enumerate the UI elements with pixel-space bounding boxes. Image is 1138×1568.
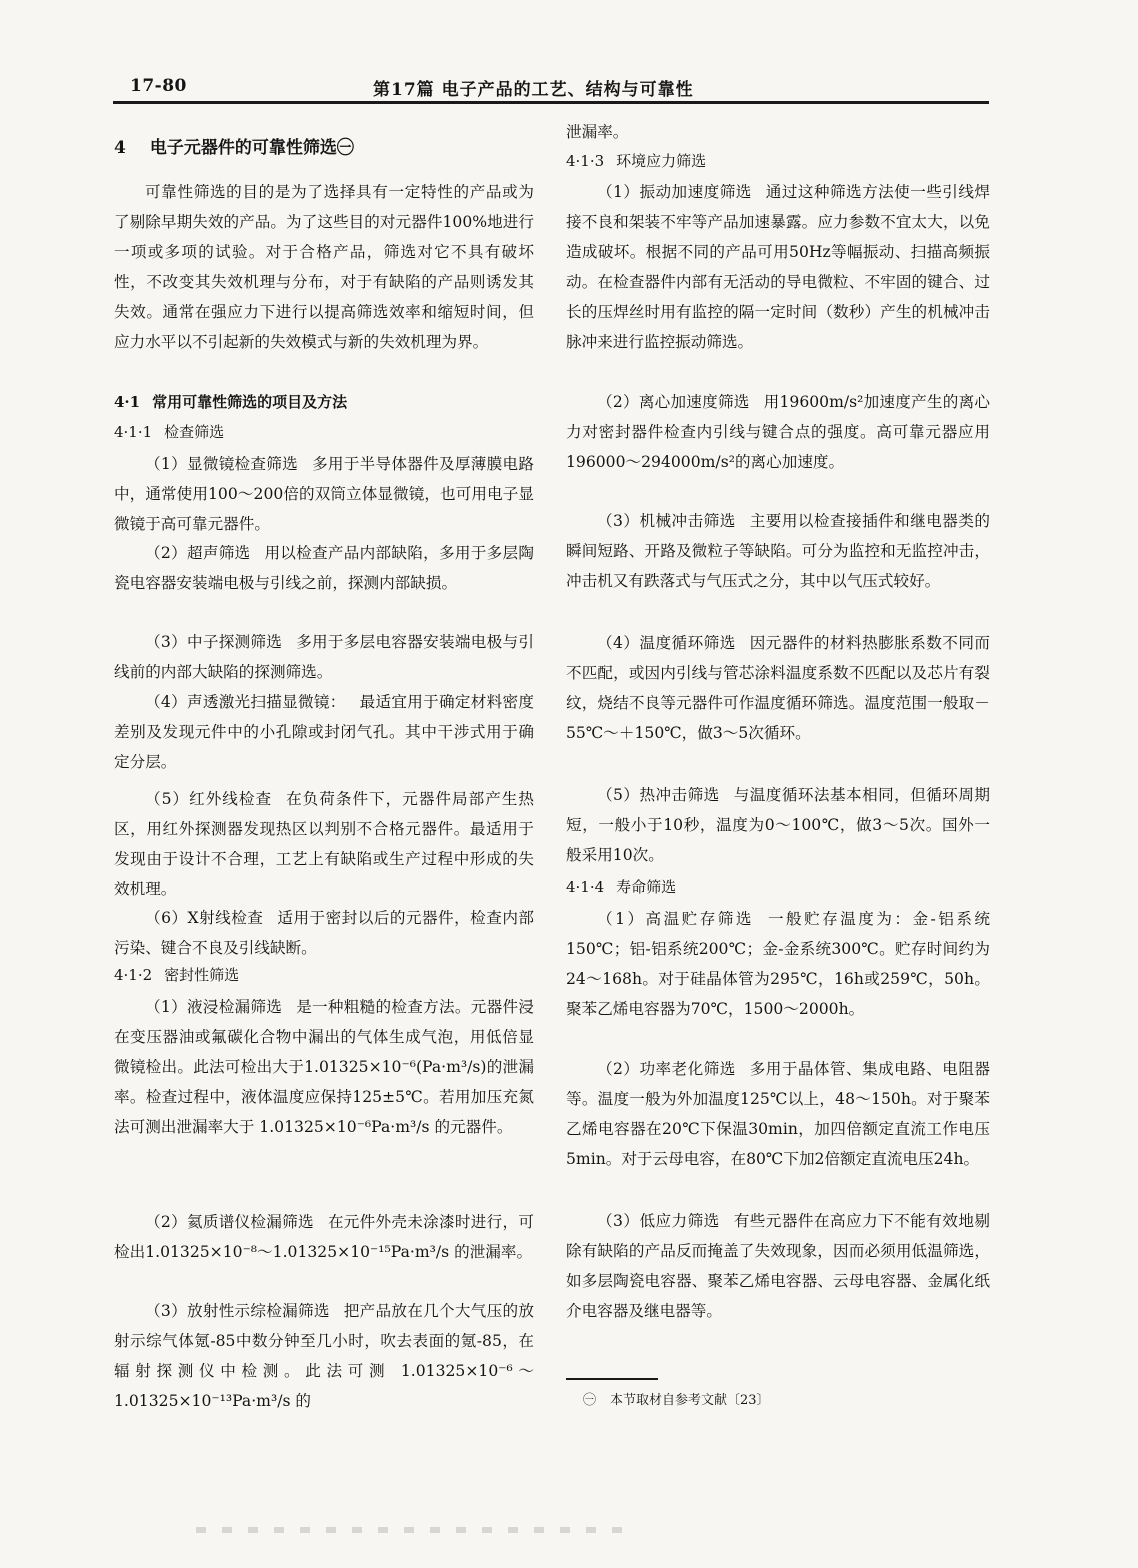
footnote [583, 1389, 1138, 1408]
item-power-burn-in: （2）功率老化筛选 多用于晶体管、集成电路、电阻器等。温度一般为外加温度125℃以上，48～150h。对于聚苯乙烯电容器在20℃下保温30min，加四倍额定直流工作电压5min。对于云母电容，在80℃下加2倍额定直流电压24h。 [566, 1060, 990, 1168]
footnote-text: 本节取材自参考文献〔23〕 [610, 1393, 770, 1408]
section-title: 电子元器件的可靠性筛选 [149, 138, 337, 158]
item-microscope: （1）显微镜检查筛选 多用于半导体器件及厚薄膜电路中，通常使用100～200倍的双筒立体显微镜，也可用电子显微镜于高可靠元器件。 [114, 455, 534, 533]
item-helium-mass-spec: （2）氦质谱仪检漏筛选 在元件外壳未涂漆时进行，可检出1.01325×10⁻⁸～1.01325×10⁻¹⁵Pa·m³/s 的泄漏率。 [114, 1213, 534, 1261]
intro-paragraph: 可靠性筛选的目的是为了选择具有一定特性的产品或为了剔除早期失效的产品。为了这些目的对元器件100%地进行一项或多项的试验。对于合格产品，筛选对它不具有破坏性，不改变其失效机理与分布，对于有缺陷的产品则诱发其失效。通常在强应力下进行以提高筛选效率和缩短时间，但应力水平以不引起新的失效模式与新的失效机理为界。 [114, 183, 534, 351]
item-thermal-shock: （5）热冲击筛选 与温度循环法基本相同，但循环周期短，一般小于10秒，温度为0～100℃，做3～5次。国外一般采用10次。 [566, 786, 990, 864]
carryover-text: 泄漏率。 [566, 123, 629, 141]
section-heading [114, 133, 534, 158]
item-vibration: （1）振动加速度筛选 通过这种筛选方法使一些引线焊接不良和架装不牢等产品加速暴露。应力参数不宜太大，以免造成破坏。根据不同的产品可用50Hz等幅振动、扫描高频振动。在检查器件内部有无活动的导电微粒、不牢固的键合、过长的压焊丝时用有监控的隔一定时间（数秒）产生的机械冲击脉冲来进行监控振动筛选。 [566, 183, 990, 351]
page-header [0, 0, 1138, 110]
subsection-heading-4-1-1: 4·1·1 检查筛选 [114, 423, 225, 441]
header-rule [113, 101, 989, 104]
item-high-temp-storage: （1）高温贮存筛选 一般贮存温度为：金-铝系统150℃；铝-铝系统200℃；金-金系统300℃。贮存时间约为24～168h。对于硅晶体管为295℃，16h或259℃，50h。聚苯乙烯电容器为70℃，1500～2000h。 [566, 910, 991, 1018]
item-low-stress: （3）低应力筛选 有些元器件在高应力下不能有效地剔除有缺陷的产品反而掩盖了失效现象，因而必须用低温筛选，如多层陶瓷电容器、聚苯乙烯电容器、云母电容器、金属化纸介电容器及继电器等。 [566, 1212, 990, 1320]
item-temperature-cycle: （4）温度循环筛选 因元器件的材料热膨胀系数不同而不匹配，或因内引线与管芯涂料温度系数不匹配以及芯片有裂纹，烧结不良等元器件可作温度循环筛选。温度范围一般取－55℃～＋150℃，做3～5次循环。 [566, 634, 990, 742]
page-number: 17-80 [130, 76, 187, 96]
item-radioactive-tracer: （3）放射性示综检漏筛选 把产品放在几个大气压的放射示综气体氪-85中数分钟至几小时，吹去表面的氪-85，在辐射探测仪中检测。此法可测 1.01325×10⁻⁶～1.01325×10⁻¹³Pa·m³/s 的 [114, 1302, 534, 1410]
section-number: 4 [114, 138, 126, 158]
item-acoustic-laser: （4）声透激光扫描显微镜： 最适宜用于确定材料密度差别及发现元件中的小孔隙或封闭气孔。其中干涉式用于确定分层。 [114, 693, 534, 771]
item-xray: （6）X射线检查 适用于密封以后的元器件，检查内部污染、键合不良及引线缺断。 [114, 909, 534, 957]
subsection-heading-4-1-2: 4·1·2 密封性筛选 [114, 966, 240, 984]
item-ultrasonic: （2）超声筛选 用以检查产品内部缺陷，多用于多层陶瓷电容器安装端电极与引线之前，探测内部缺损。 [114, 544, 534, 592]
footnote-marker: ㊀ [336, 138, 354, 158]
item-liquid-immersion: （1）液浸检漏筛选 是一种粗糙的检查方法。元器件浸在变压器油或氟碳化合物中漏出的气体生成气泡，用低倍显微镜检出。此法可检出大于1.01325×10⁻⁶(Pa·m³/s)的泄漏率。检查过程中，液体温度应保持125±5℃。若用加压充氮法可测出泄漏率大于 1.01325×10⁻⁶Pa·m³/s 的元器件。 [114, 998, 534, 1136]
subsection-heading-4-1: 4·1 常用可靠性筛选的项目及方法 [114, 393, 348, 411]
subsection-heading-4-1-3: 4·1·3 环境应力筛选 [566, 152, 707, 170]
item-neutron: （3）中子探测筛选 多用于多层电容器安装端电极与引线前的内部大缺陷的探测筛选。 [114, 633, 534, 681]
subsection-heading-4-1-4: 4·1·4 寿命筛选 [566, 878, 677, 896]
item-mechanical-shock: （3）机械冲击筛选 主要用以检查接插件和继电器类的瞬间短路、开路及微粒子等缺陷。可分为监控和无监控冲击，冲击机又有跌落式与气压式之分，其中以气压式较好。 [566, 512, 990, 590]
item-centrifugal: （2）离心加速度筛选 用19600m/s²加速度产生的离心力对密封器件检查内引线与键合点的强度。高可靠元器应用196000～294000m/s²的离心加速度。 [566, 393, 991, 471]
footnote-mark: ㊀ [583, 1393, 597, 1408]
scan-artifact [196, 1527, 632, 1533]
item-infrared: （5）红外线检查 在负荷条件下，元器件局部产生热区，用红外探测器发现热区以判别不合格元器件。最适用于发现由于设计不合理，工艺上有缺陷或生产过程中形成的失效机理。 [114, 790, 534, 898]
footnote-rule [566, 1378, 658, 1380]
running-title: 第17篇 电子产品的工艺、结构与可靠性 [373, 80, 694, 100]
